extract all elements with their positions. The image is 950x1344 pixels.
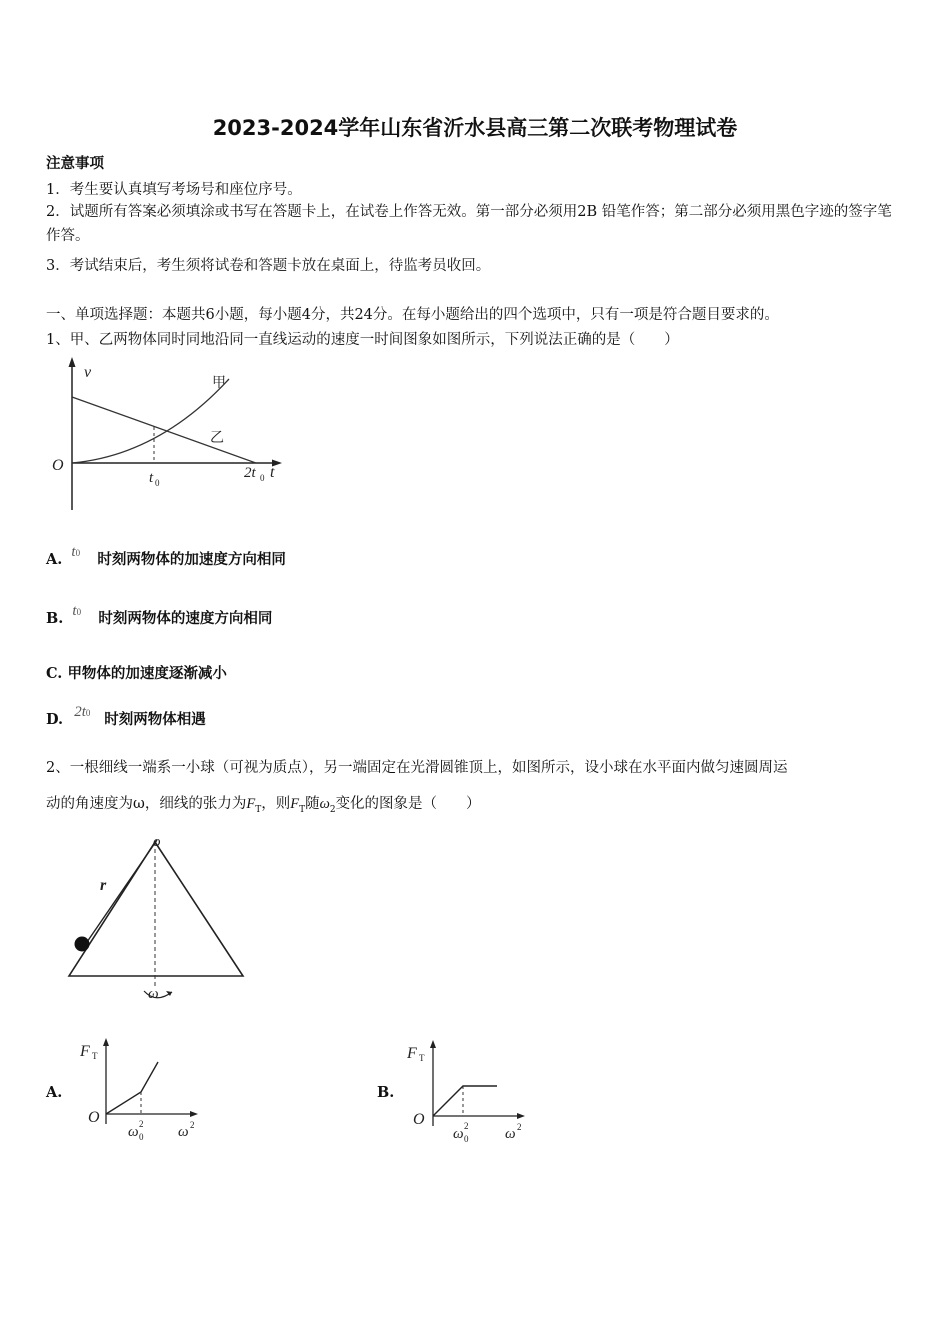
tick-label: ω: [128, 1124, 139, 1140]
q1-option-d: [46, 704, 206, 729]
q2-stem-text-a: 动的角速度为ω，细线的张力为: [46, 796, 247, 812]
omega-symbol: ω: [319, 796, 330, 812]
option-text: 时刻两物体相遇: [104, 711, 206, 728]
ball: [75, 937, 90, 952]
q1-stem: 1、甲、乙两物体同时同地沿同一直线运动的速度一时间图象如图所示，下列说法正确的是（ ）: [46, 332, 679, 348]
tick-sup: 2: [464, 1121, 469, 1131]
q2-cone-figure: [60, 828, 260, 1006]
ft-subscript: T: [299, 804, 306, 815]
option-math-sub: 0: [76, 607, 82, 617]
string-label: r: [100, 877, 107, 894]
notice-heading: 注意事项: [46, 155, 104, 172]
line-yi-label: 乙: [210, 431, 224, 446]
tick-t0-sub: 0: [155, 478, 160, 488]
q2-option-a-label: A.: [46, 1084, 63, 1101]
option-math-sub: 0: [75, 548, 81, 558]
tick-sub: 0: [464, 1134, 469, 1144]
q2-stem-line2: [46, 792, 481, 815]
option-label: A.: [46, 551, 63, 568]
q2-stem-text-b: ，则: [261, 796, 291, 812]
tick-sup: 2: [139, 1119, 144, 1129]
q2-stem-text-c: 随: [305, 796, 320, 812]
x-axis-label: ω: [178, 1124, 189, 1140]
section-heading: 一、单项选择题：本题共6小题，每小题4分，共24分。在每小题给出的四个选项中，只有一项是符合题目要求的。: [46, 307, 779, 323]
tick-2t0: 2t: [244, 465, 256, 481]
q1-option-a: [46, 544, 286, 569]
omega-subscript: 2: [329, 804, 336, 815]
option-label: B.: [46, 610, 64, 627]
apex-label: o: [153, 834, 161, 850]
omega-label: ω: [148, 986, 159, 1002]
option-label: D.: [46, 711, 64, 728]
tick-2t0-sub: 0: [260, 473, 265, 483]
x-axis-label: ω: [505, 1126, 516, 1142]
ft-symbol: F: [290, 796, 300, 812]
q2-option-b-label: B.: [377, 1084, 395, 1101]
q1-vt-graph: [44, 355, 294, 515]
y-axis-label: F: [407, 1045, 417, 1062]
q1-option-b: [46, 603, 273, 628]
y-axis-label: F: [80, 1043, 90, 1060]
q1-option-c: [46, 662, 227, 683]
y-axis-sub: T: [92, 1051, 98, 1061]
tick-t0: t: [149, 470, 154, 486]
tick-label: ω: [453, 1126, 464, 1142]
curve-jia-label: 甲: [212, 376, 226, 391]
origin-label: O: [88, 1109, 100, 1126]
notice-item-3: 3．考试结束后，考生须将试卷和答题卡放在桌面上，待监考员收回。: [46, 258, 491, 274]
q2-option-b-graph: [405, 1038, 535, 1150]
x-axis-sup: 2: [190, 1120, 195, 1130]
option-text: 甲物体的加速度逐渐减小: [67, 665, 227, 682]
x-axis-sup: 2: [517, 1122, 522, 1132]
option-math: t: [71, 544, 76, 560]
option-math: t: [72, 603, 77, 619]
option-text: 时刻两物体的加速度方向相同: [97, 551, 286, 568]
v-axis-label: v: [84, 364, 92, 381]
notice-item-1: 1．考生要认真填写考场号和座位序号。: [46, 182, 302, 198]
tick-sub: 0: [139, 1132, 144, 1142]
option-text: 时刻两物体的速度方向相同: [98, 610, 273, 627]
ft-symbol: F: [246, 796, 256, 812]
q2-stem-text-d: 变化的图象是（ ）: [335, 796, 481, 812]
y-axis-sub: T: [419, 1053, 425, 1063]
q2-option-a-graph: [78, 1036, 208, 1148]
origin-label: O: [413, 1111, 425, 1128]
page-title: 2023-2024学年山东省沂水县高三第二次联考物理试卷: [212, 116, 738, 140]
ft-subscript: T: [255, 804, 262, 815]
option-label: C.: [46, 665, 63, 682]
q2-stem-line1: 2、一根细线一端系一小球（可视为质点），另一端固定在光滑圆锥顶上，如图所示，设小球在水平面内做匀速圆周运: [46, 760, 788, 776]
origin-label: O: [52, 457, 64, 474]
option-math-sub: 0: [85, 708, 91, 718]
notice-item-2: 2．试题所有答案必须填涂或书写在答题卡上，在试卷上作答无效。第一部分必须用2B 铅笔作答；第二部分必须用黑色字迹的签字笔作答。: [46, 204, 892, 244]
t-axis-label: t: [270, 464, 275, 481]
option-math: 2t: [74, 704, 86, 720]
